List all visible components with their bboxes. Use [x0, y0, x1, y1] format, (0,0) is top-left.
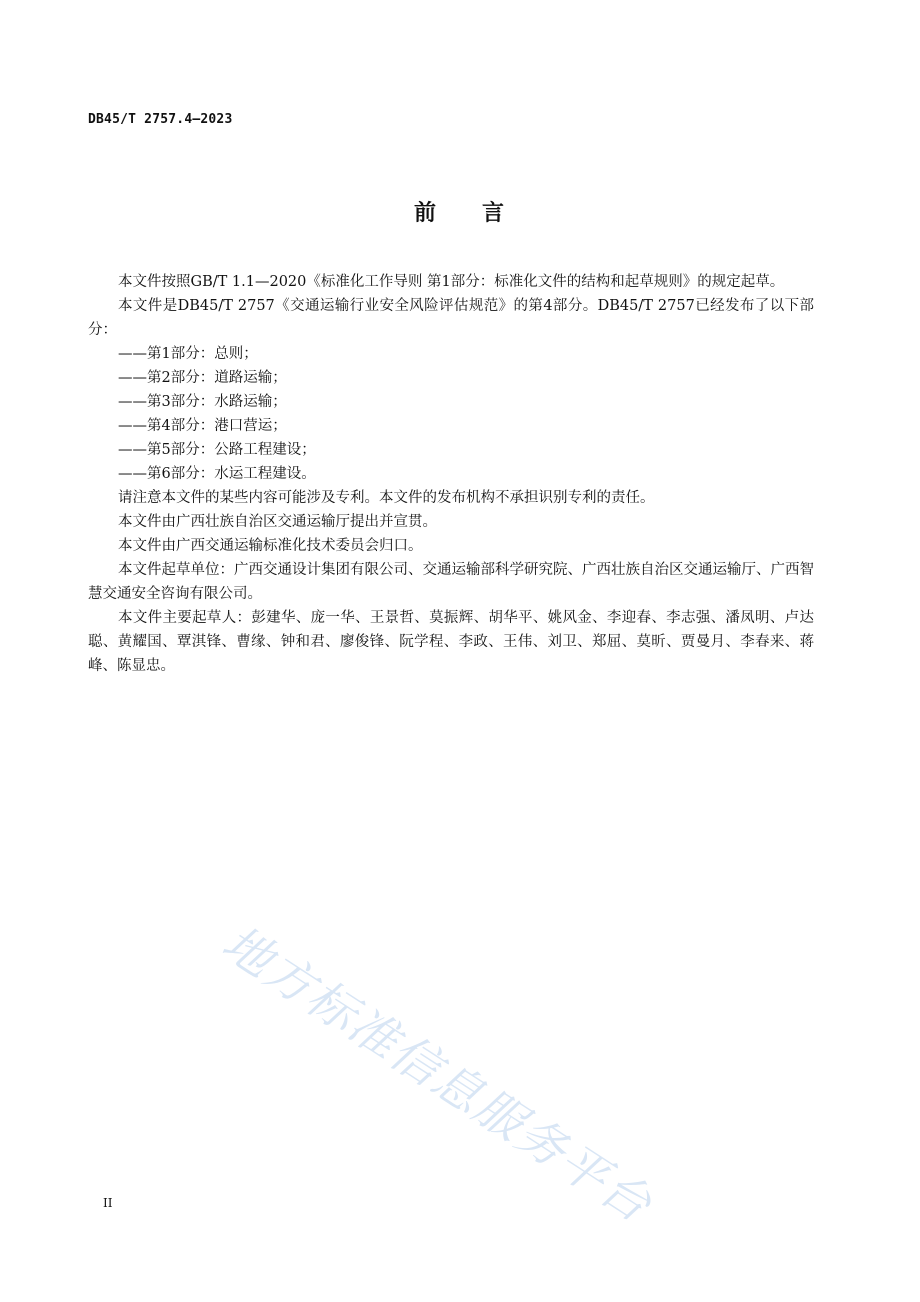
page-title [0, 196, 920, 227]
paragraph-drafting-units: 本文件起草单位：广西交通设计集团有限公司、交通运输部科学研究院、广西壮族自治区交通运输厅、广西智慧交通安全咨询有限公司。 [88, 562, 814, 602]
paragraph-committee: 本文件由广西交通运输标准化技术委员会归口。 [118, 538, 423, 554]
part-list-item: ——第6部分：水运工程建设。 [118, 466, 316, 482]
part-list-item: ——第3部分：水路运输； [118, 394, 287, 410]
watermark-text: 地方标准信息服务平台 [212, 914, 663, 1235]
paragraph-patent-notice: 请注意本文件的某些内容可能涉及专利。本文件的发布机构不承担识别专利的责任。 [118, 490, 655, 506]
part-list-item: ——第1部分：总则； [118, 346, 258, 362]
foreword-body [88, 270, 814, 678]
paragraph-series-intro: 本文件是DB45/T 2757《交通运输行业安全风险评估规范》的第4部分。DB45/T 2757已经发布了以下部分： [88, 298, 814, 338]
part-list-item: ——第2部分：道路运输； [118, 370, 287, 386]
paragraph-drafters: 本文件主要起草人：彭建华、庞一华、王景哲、莫振辉、胡华平、姚风金、李迎春、李志强、潘凤明、卢达聪、黄耀国、覃淇锋、曹缘、钟和君、廖俊锋、阮学程、李政、王伟、刘卫、郑屈、莫昕、贾曼月、李春来、蒋峰、陈显忠。 [88, 610, 814, 674]
page-number: II [103, 1196, 113, 1210]
title-char-2: 言 [482, 201, 507, 226]
part-list-item: ——第5部分：公路工程建设； [118, 442, 316, 458]
part-list-item: ——第4部分：港口营运； [118, 418, 287, 434]
paragraph-drafting-rules: 本文件按照GB/T 1.1—2020《标准化工作导则 第1部分：标准化文件的结构和起草规则》的规定起草。 [118, 274, 785, 290]
paragraph-proposer: 本文件由广西壮族自治区交通运输厅提出并宣贯。 [118, 514, 437, 530]
document-code: DB45/T 2757.4—2023 [88, 112, 233, 127]
title-char-1: 前 [413, 201, 438, 226]
